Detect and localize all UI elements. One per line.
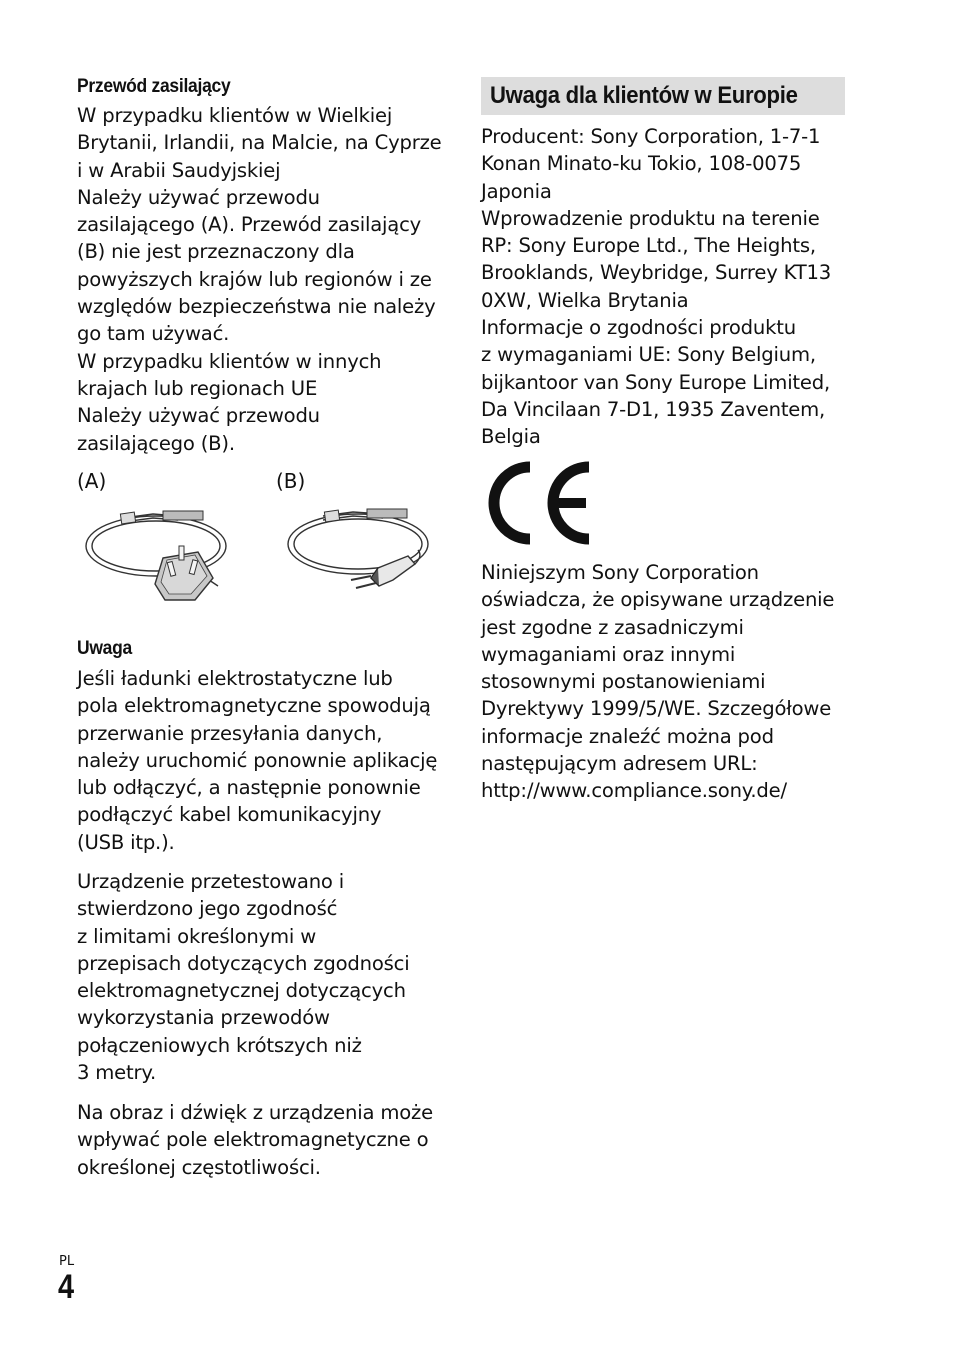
text-line: jest zgodne z zasadniczymi <box>481 615 744 639</box>
eu-plug-cord-icon <box>283 500 439 592</box>
page-language: PL <box>59 1254 75 1269</box>
text-line: następującym adresem URL: <box>481 752 758 776</box>
text-line: stwierdzono jego zgodność <box>77 897 338 921</box>
ce-mark-icon <box>481 460 597 546</box>
text-line: Należy używać przewodu <box>77 185 320 209</box>
declaration-text <box>481 559 851 805</box>
text-line: względów bezpieczeństwa nie należy <box>77 295 436 319</box>
text-line: Brytanii, Irlandii, na Malcie, na Cyprze <box>77 131 442 155</box>
text-line: Należy używać przewodu <box>77 404 320 428</box>
text-line: połączeniowych krótszych niż <box>77 1033 362 1057</box>
text-line: i w Arabii Saudyjskiej <box>77 158 281 182</box>
text-line: zasilającego (B). <box>77 431 235 455</box>
text-line: Urządzenie przetestowano i <box>77 870 344 893</box>
text-line: (USB itp.). <box>77 830 175 854</box>
text-line: W przypadku klientów w Wielkiej <box>77 104 393 127</box>
europe-heading: Uwaga dla klientów w Europie <box>490 82 798 109</box>
text-line: wymaganiami oraz innymi <box>481 642 736 666</box>
text-line: Brooklands, Weybridge, Surrey KT13 <box>481 261 832 285</box>
text-line: 3 metry. <box>77 1061 157 1085</box>
tested-paragraph <box>77 868 457 1086</box>
text-line: Niniejszym Sony Corporation <box>481 561 759 584</box>
text-line: przerwanie przesyłania danych, <box>77 721 383 745</box>
text-line: Konan Minato-ku Tokio, 108-0075 <box>481 152 802 176</box>
figure-a-label: (A) <box>77 469 107 493</box>
text-line: podłączyć kabel komunikacyjny <box>77 803 382 827</box>
text-line: Informacje o zgodności produktu <box>481 316 796 340</box>
text-line: Belgia <box>481 425 541 449</box>
text-line: Wprowadzenie produktu na terenie <box>481 206 820 230</box>
text-line: zasilającego (A). Przewód zasilający <box>77 213 422 237</box>
text-line: wpływać pole elektromagnetyczne o <box>77 1128 429 1152</box>
power-cord-heading: Przewód zasilający <box>77 76 231 97</box>
text-line: Japonia <box>481 179 552 203</box>
text-line: W przypadku klientów w innych <box>77 349 382 373</box>
text-line: pola elektromagnetyczne spowodują <box>77 694 431 718</box>
text-line: (B) nie jest przeznaczony dla <box>77 240 355 264</box>
note-text <box>77 665 457 856</box>
text-line: powyższych krajów lub regionów i ze <box>77 267 432 291</box>
text-line: Jeśli ładunki elektrostatyczne lub <box>77 667 393 690</box>
text-line: oświadcza, że opisywane urządzenie <box>481 588 835 612</box>
text-line: go tam używać. <box>77 322 230 346</box>
text-line: z wymaganiami UE: Sony Belgium, <box>481 343 816 367</box>
power-cord-text <box>77 102 457 457</box>
text-line: lub odłączyć, a następnie ponownie <box>77 776 421 800</box>
page-number: 4 <box>58 1268 75 1306</box>
text-line: elektromagnetycznej dotyczących <box>77 979 406 1003</box>
text-line: 0XW, Wielka Brytania <box>481 288 689 312</box>
uk-plug-cord-icon <box>83 500 239 610</box>
text-line: Dyrektywy 1999/5/WE. Szczegółowe <box>481 697 832 721</box>
manufacturer-text <box>481 123 851 451</box>
text-line: należy uruchomić ponownie aplikację <box>77 748 438 772</box>
figure-b-label: (B) <box>276 469 306 493</box>
text-line: wykorzystania przewodów <box>77 1006 330 1030</box>
europe-section-header <box>481 77 845 115</box>
text-line: informacje znaleźć można pod <box>481 724 774 748</box>
text-line: bijkantoor van Sony Europe Limited, <box>481 370 831 394</box>
field-paragraph <box>77 1099 457 1181</box>
text-line: krajach lub regionach UE <box>77 376 318 400</box>
text-line: przepisach dotyczących zgodności <box>77 951 410 975</box>
text-line: Da Vincilaan 7-D1, 1935 Zaventem, <box>481 397 826 421</box>
note-heading: Uwaga <box>77 638 132 659</box>
text-line: Producent: Sony Corporation, 1-7-1 <box>481 125 821 148</box>
text-line: Na obraz i dźwięk z urządzenia może <box>77 1101 433 1124</box>
text-line: stosownymi postanowieniami <box>481 670 766 694</box>
text-line: określonej częstotliwości. <box>77 1155 321 1179</box>
compliance-link[interactable]: http://www.compliance.sony.de/ <box>481 779 787 803</box>
text-line: RP: Sony Europe Ltd., The Heights, <box>481 234 816 258</box>
text-line: z limitami określonymi w <box>77 924 317 948</box>
